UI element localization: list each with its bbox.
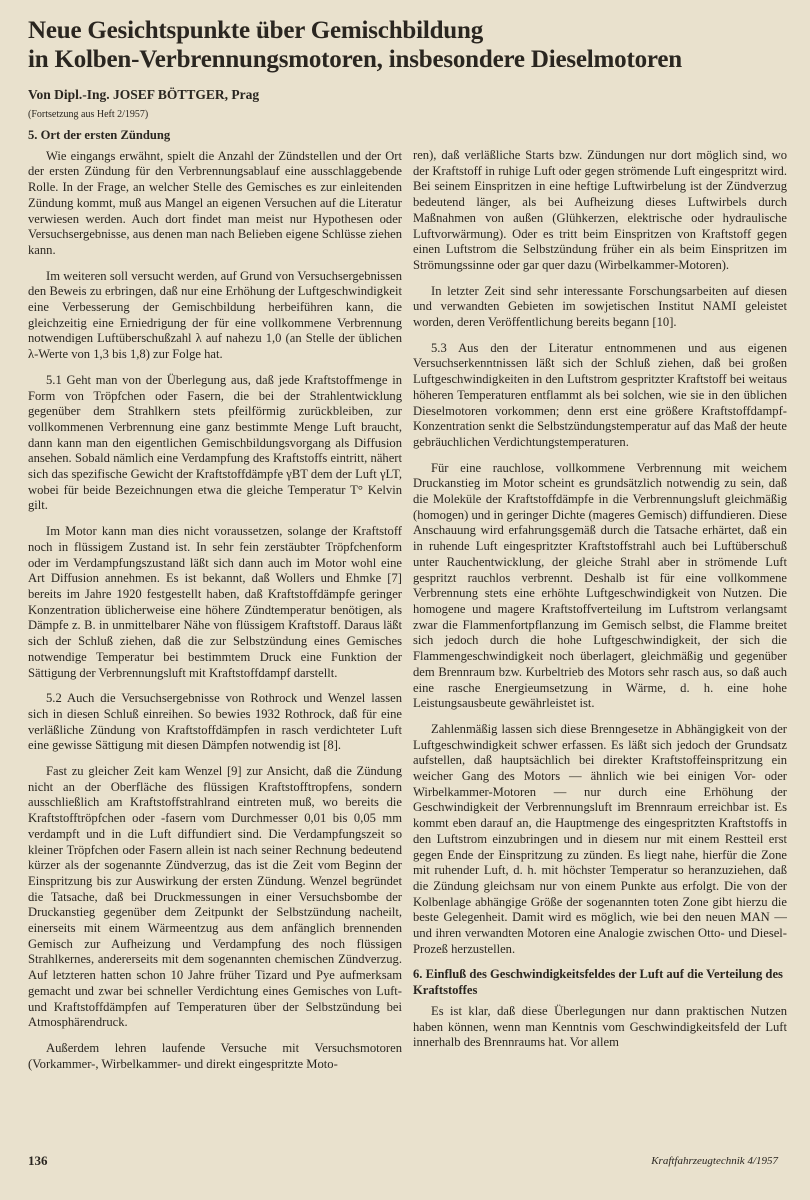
paragraph: 5.1 Geht man von der Überlegung aus, daß jede Kraftstoffmenge in Form von Tröpfchen oder Fasern, die bei der Strahlentwicklung gegenüber dem Strahlkern stets pfeilförmig zurückbleiben, zur vollkommenen Verbrennung eine ganz bestimmte Menge Luft braucht, dann kann man den eigentlichen Gemischbildungsvorgang als Diffusion ansehen. Sobald nämlich eine Verdampfung des Kraftstoffs eintritt, nähert sich das spezifische Gewicht der Kraftstoffdämpfe γBT dem der Luft γLT, wobei für beide Bezeichnungen etwa die gleiche Temperatur T° Kelvin gilt. <box>28 372 402 513</box>
paragraph: Es ist klar, daß diese Überlegungen nur dann praktischen Nutzen haben können, wenn man Kenntnis vom Geschwindigkeitsfeld der Luft innerhalb des Brennraums hat. Vor allem <box>413 1003 787 1050</box>
paragraph: 5.2 Auch die Versuchsergebnisse von Rothrock und Wenzel lassen sich in diesen Schluß einreihen. So bewies 1932 Rothrock, daß für eine verläßliche Zündung von Kraftstoffdämpfen in rasch verdichteter Luft eine gewisse Sättigung mit diesen Dämpfen notwendig ist [8]. <box>28 691 402 753</box>
paragraph: Im Motor kann man dies nicht voraussetzen, solange der Kraftstoff noch in flüssigem Zustand ist. In sehr fein zerstäubter Tröpfchenform oder im Verdampfungszustand läßt sich dann auch im Motor wohl eine Art Diffusion annehmen. Es ist bekannt, daß Wollers und Ehmke [7] bereits im Jahre 1920 festgestellt haben, daß Kraftstoffdämpfe geringer Konzentration üblicherweise eine höhere Zündtemperatur benötigen, als Dämpfe z. B. in unmittelbarer Nähe von flüssigem Kraftstoff. Daraus läßt sich der Schluß ziehen, daß die zur Selbstzündung eines Gemisches notwendige Temperatur bei bestimmtem Druck eine Funktion der Sättigung der Verbrennungsluft mit Kraftstoffdampf darstellt. <box>28 524 402 680</box>
page-number: 136 <box>28 1153 48 1168</box>
paragraph: Fast zu gleicher Zeit kam Wenzel [9] zur Ansicht, daß die Zündung nicht an der Oberfläche des flüssigen Kraftstofftropfens, sondern ausschließlich am Kraftstoffstrahlrand eintreten muß, wo bereits die Kraftstofftröpfchen oder -fasern vom Durchmesser 0,01 bis 0,05 mm verdampft und in die Luft diffundiert sind. Die Verdampfungszeit so kleiner Tröpfchen oder Fasern allein ist nach seiner Rechnung bedeutend kürzer als der sogenannte Zündverzug, das ist die Zeit vom Beginn der Einspritzung bis zur Auswirkung der ersten Zündung. Wenzel begründet die Tatsache, daß bei Druckmessungen in einer Versuchsbombe der Druckanstieg gegenüber dem Zeitpunkt der Selbstzündung nacheilt, einerseits mit einem Wärmeentzug aus dem anfänglich brennenden Gemisch zur Aufheizung und Verdampfung des noch flüssigen Strahlkernes, andererseits mit dem sogenannten chemischen Zündverzug. Auf letzteren hatten schon 10 Jahre früher Tizard und Pye aufmerksam gemacht und zwar bei schneller Verdichtung eines Gemisches von Luft- und Kraftstoffdämpfen auf Temperaturen über der Selbstzündung bei Atmosphärendruck. <box>28 764 402 1030</box>
continuation-note: (Fortsetzung aus Heft 2/1957) <box>28 109 149 120</box>
left-column <box>28 128 402 1140</box>
journal-issue: Kraftfahrzeugtechnik 4/1957 <box>651 1155 778 1167</box>
paragraph: Im weiteren soll versucht werden, auf Grund von Versuchsergebnissen den Beweis zu erbringen, daß nur eine Erhöhung der Luftgeschwindigkeit eine Verbesserung der Gemischbildung herbeiführen kann, die gleichzeitig eine Erniedrigung der für eine vollkommene Verbrennung notwendigen Luftüberschußzahl λ auf nahezu 1,0 (an Stelle der üblichen λ-Werte von 1,3 bis 1,8) zur Folge hat. <box>28 268 402 362</box>
title-line-1: Neue Gesichtspunkte über Gemischbildung <box>28 17 484 44</box>
paragraph: Außerdem lehren laufende Versuche mit Versuchsmotoren (Vorkammer-, Wirbelkammer- und direkt eingespritzte Moto- <box>28 1040 402 1071</box>
title-line-2: in Kolben-Verbrennungsmotoren, insbesondere Dieselmotoren <box>28 46 682 73</box>
right-column <box>413 148 787 1138</box>
paragraph: Für eine rauchlose, vollkommene Verbrennung mit weichem Druckanstieg im Motor scheint es grundsätzlich notwendig zu sein, daß die Moleküle der Kraftstoffdämpfe in die Verbrennungsluft gleichmäßig (homogen) und in geringer Dichte (mageres Gemisch) diffundieren. Diese Anschauung wird erfahrungsgemäß durch die Tatsache erhärtet, daß ein in ruhende Luft eingespritzter Kraftstoffstrahl auch bei Luftüberschuß unter Rauchentwicklung, der gleiche Strahl aber in strömende Luft gespritzt rauchlos verbrennt. Deshalb ist für eine vollkommene Verbrennung stets eine erhöhte Luftgeschwindigkeit von Nutzen. Die homogene und magere Kraftstoffverteilung im Luftstrom verlangsamt zwar die Flammenfortpflanzung im Gemisch selbst, die Flamme breitet sich jedoch durch die hohe Luftgeschwindigkeit, der sich die Flammengeschwindigkeit noch überlagert, gleichmäßig und gegenüber dem Brennraum bzw. Kurbeltrieb des Motors sehr rasch aus, so daß auch eine rasche Energieumsetzung in Wärme, d. h. eine hohe Leistungsausbeute gewährleistet ist. <box>413 460 787 711</box>
section-heading-6: 6. Einfluß des Geschwindigkeitsfeldes der Luft auf die Verteilung des Kraftstoffes <box>413 967 783 998</box>
section-heading-5: 5. Ort der ersten Zündung <box>28 128 171 142</box>
paragraph: ren), daß verläßliche Starts bzw. Zündungen nur dort möglich sind, wo der Kraftstoff in ruhige Luft oder gegen strömende Luft eingespritzt wird. Bei seinem Einspritzen in eine heftige Luftwirbelung ist der Zündverzug bedeutend länger, als bei Aufheizung dieses Luftwirbels durch Maßnahmen von außen (Glühkerzen, elektrische oder hydraulische Luftvorwärmung). Oder es tritt beim Einspritzen von Kraftstoff gegen einen Luftstrom die Selbstzündung früher ein als beim Einspritzen im Strömungssinne oder gar quer dazu (Wirbelkammer-Motoren). <box>413 148 787 272</box>
paragraph: In letzter Zeit sind sehr interessante Forschungsarbeiten auf diesen und verwandten Gebieten im sowjetischen Institut NAMI geleistet worden, deren Veröffentlichung bereits begann [10]. <box>413 283 787 330</box>
paragraph: Wie eingangs erwähnt, spielt die Anzahl der Zündstellen und der Ort der ersten Zündung für den Verbrennungsablauf eine ausschlaggebende Rolle. In der Frage, an welcher Stelle des Gemisches es zur einleitenden Zündung kommt, muß aus Mangel an eigenen Versuchen auf die Literatur verwiesen werden. Auch dort findet man meist nur Hypothesen oder Versuchsergebnisse, aus denen man nach Belieben eigene Schlüsse ziehen kann. <box>28 148 402 257</box>
author-line: Von Dipl.-Ing. JOSEF BÖTTGER, Prag <box>28 87 260 102</box>
article-title <box>28 16 788 74</box>
paragraph: 5.3 Aus den der Literatur entnommenen und aus eigenen Versuchserkenntnissen läßt sich der Schluß ziehen, daß bei großen Luftgeschwindigkeiten in den Luftstrom gespritzter Kraftstoff bei weitaus höheren Temperaturen entflammt als bei solchen, wie sie in den üblichen Dieselmotoren vorkommen; denn erst eine größere Kraftstoffdampf-Konzentration senkt die Selbstzündungstemperatur auf das Maß der heute gebräuchlichen Verdichtungstemperaturen. <box>413 340 787 449</box>
paragraph: Zahlenmäßig lassen sich diese Brenngesetze in Abhängigkeit von der Luftgeschwindigkeit schwer erfassen. Es läßt sich jedoch der Grundsatz aufstellen, daß hauptsächlich bei direkter Kraftstoffeinspritzung ein weicher Gang des Motors — ähnlich wie bei einigen Vor- oder Wirbelkammer-Motoren — nur durch eine Erhöhung der Geschwindigkeit der Verbrennungsluft im Brennraum erreichbar ist. Es kommt eben darauf an, die Hauptmenge des eingespritzten Kraftstoffs in den Luftstrom einzubringen und in diesem nur mit einem Restteil erst gegen Ende der Einspritzung zu zünden. Es liegt nahe, hierfür die Zone mit ruhender Luft, d. h. mit höchster Temperatur so heranzuziehen, daß die Zündung gleichsam nur von einem Punkte aus erfolgt. Die von der Kolbenlage abhängige Größe der sogenannten toten Zone gibt hierzu die beste Gelegenheit. Damit wird es möglich, wie bei den neuen MAN — und ihren verwandten Motoren eine Analogie zwischen Otto- und Diesel-Prozeß herzustellen. <box>413 721 787 956</box>
